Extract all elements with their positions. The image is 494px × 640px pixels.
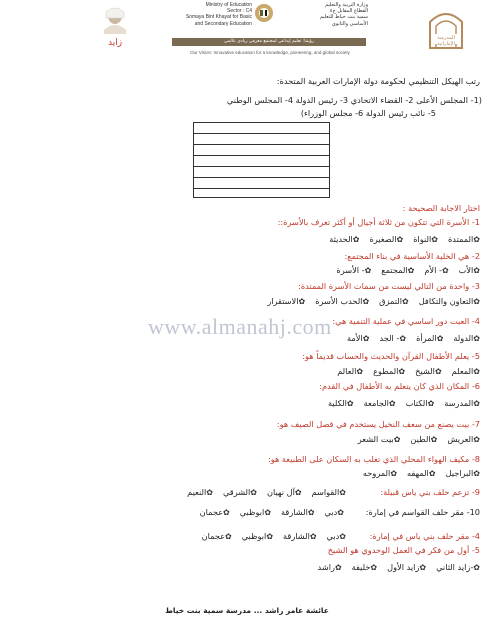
option-bullet-icon: ✿: [388, 399, 396, 408]
mcq-options: [326, 265, 480, 275]
option-bullet-icon: ✿: [298, 297, 306, 306]
option-bullet-icon: ✿: [264, 508, 272, 517]
mcq-question: 8- مكيف الهواء المحلي الذي تغلب به السكان على الطبيعة هو:: [268, 454, 480, 464]
vision-english: Our Vision: Innovative education for a knowledge, pioneering, and global society: [190, 50, 350, 55]
option-bullet-icon: ✿: [441, 266, 449, 275]
mcq-option-label: العالم: [337, 366, 357, 376]
mcq-option-label: التمزق: [379, 296, 403, 306]
mcq-option[interactable]: [281, 507, 315, 517]
mcq-option[interactable]: [352, 562, 377, 572]
mcq-option[interactable]: [424, 265, 448, 275]
mcq-question: 10- مقر حلف القواسم في إمارة:: [365, 507, 480, 517]
mcq-option[interactable]: [381, 265, 414, 275]
mcq-options: [192, 531, 346, 541]
mcq-option-label: الحديثة: [329, 234, 353, 244]
mcq-question: 6- المكان الذي كان يتعلم به الأطفال في القدم:: [319, 381, 480, 391]
mcq-option[interactable]: [337, 366, 363, 376]
option-bullet-icon: ✿: [473, 563, 480, 572]
option-bullet-icon: ✿: [473, 399, 480, 408]
mcq-option[interactable]: [364, 398, 396, 408]
ministry-english-text: Ministry of Education Sector : C4 Somaya Bint Khayat for Basic and Secondary Education: [185, 2, 252, 27]
mcq-option-label: الدولة: [453, 333, 474, 343]
mcq-option-label: دبي: [324, 507, 338, 517]
option-bullet-icon: ✿: [398, 367, 406, 376]
option-bullet-icon: ✿: [266, 532, 274, 541]
option-bullet-icon: ✿: [399, 334, 407, 343]
option-bullet-icon: ✿: [223, 508, 230, 517]
mcq-title: اختار الاجابة الصحيحة :: [402, 203, 480, 213]
mcq-option[interactable]: [187, 487, 213, 497]
option-bullet-icon: ✿: [473, 297, 480, 306]
mcq-option-label: -زايد الثاني: [436, 562, 474, 572]
mcq-option[interactable]: [369, 234, 403, 244]
mcq-option[interactable]: [436, 562, 480, 572]
option-bullet-icon: ✿: [362, 334, 370, 343]
mcq-options: [327, 366, 480, 376]
mcq-option-label: - الجد: [379, 333, 400, 343]
option-bullet-icon: ✿: [362, 297, 370, 306]
mcq-option[interactable]: [407, 468, 436, 478]
mcq-question: 2- هي الخلية الأساسية في بناء المجتمع:: [344, 251, 480, 261]
mcq-option-label: المهفه: [407, 468, 429, 478]
mcq-option-label: - الأسرة: [336, 265, 365, 275]
mcq-option[interactable]: [329, 234, 359, 244]
option-bullet-icon: ✿: [346, 399, 354, 408]
mcq-option-label: بيت الشعر: [357, 434, 394, 444]
option-bullet-icon: ✿: [473, 435, 480, 444]
mcq-option-label: الكلية: [328, 398, 347, 408]
mcq-option-label: الأب: [458, 265, 474, 275]
answer-grid: [193, 122, 330, 198]
mcq-option-label: الحدب الأسرة: [315, 296, 363, 306]
option-bullet-icon: ✿: [250, 488, 257, 497]
mcq-option[interactable]: [419, 296, 480, 306]
mcq-option-label: المجتمع: [381, 265, 408, 275]
option-bullet-icon: ✿: [334, 563, 342, 572]
mcq-options: [353, 468, 480, 478]
mcq-option-label: عجمان: [201, 531, 225, 541]
mcq-option-label: النواة: [413, 234, 432, 244]
order-question-options-2: 5- نائب رئيس الدولة 6- مجلس الوزراء): [300, 108, 436, 118]
mcq-option[interactable]: [325, 507, 344, 517]
svg-text:المدرسة: المدرسة: [437, 35, 455, 41]
emirati-school-logo: [426, 8, 466, 50]
mcq-option[interactable]: [373, 366, 405, 376]
mcq-option-label: الصغيرة: [369, 234, 397, 244]
mcq-option-label: دبي: [326, 531, 340, 541]
mcq-options: [177, 487, 346, 497]
mcq-option[interactable]: [223, 487, 257, 497]
option-bullet-icon: ✿: [431, 235, 438, 244]
mcq-option-label: الشرقي: [222, 487, 251, 497]
mcq-option[interactable]: [358, 434, 401, 444]
mcq-option-label: المروحه: [362, 468, 391, 478]
mcq-option[interactable]: [453, 333, 480, 343]
watermark: www.almanahj.com: [148, 314, 332, 339]
mcq-question: 3- واحدة من التالي ليست من سمات الأسرة الممتدة:: [298, 281, 480, 291]
mcq-options: [337, 333, 480, 343]
mcq-option[interactable]: [200, 507, 230, 517]
mcq-option-label: ابوظبي: [239, 507, 265, 517]
option-bullet-icon: ✿: [407, 266, 415, 275]
order-question-options-1: (1- المجلس الأعلى 2- القضاء الاتحادي 3- رئيس الدولة 4- المجلس الوطني: [226, 95, 482, 105]
mcq-option-label: آل نهيان: [267, 487, 295, 497]
option-bullet-icon: ✿: [402, 297, 409, 306]
mcq-option-label: - الأم: [424, 265, 442, 275]
mcq-question: 1- الأسرة التي تتكون من ثلاثة أجيال أو أكثر تعرف بالأسرة::: [277, 217, 480, 227]
mcq-option[interactable]: [413, 234, 438, 244]
mcq-option-label: النعيم: [187, 487, 207, 497]
option-bullet-icon: ✿: [364, 266, 372, 275]
option-bullet-icon: ✿: [339, 488, 346, 497]
mcq-option[interactable]: [415, 366, 442, 376]
mcq-option[interactable]: [315, 296, 369, 306]
option-bullet-icon: ✿: [436, 334, 444, 343]
mcq-option-label: خليفة: [351, 562, 371, 572]
mcq-option-label: الشيخ: [415, 366, 435, 376]
mcq-option[interactable]: [336, 265, 371, 275]
mcq-option-label: البراجيل: [445, 468, 474, 478]
mcq-option-label: العريش: [447, 434, 474, 444]
option-bullet-icon: ✿: [473, 469, 480, 478]
mcq-option[interactable]: [406, 398, 435, 408]
uae-leader-portrait-logo: [98, 4, 132, 48]
option-bullet-icon: ✿: [393, 435, 401, 444]
mcq-option-label: المطوع: [373, 366, 399, 376]
mcq-option-label: راشد: [317, 562, 335, 572]
mcq-option[interactable]: [267, 487, 302, 497]
mcq-options: [318, 398, 480, 408]
mcq-option[interactable]: [283, 531, 317, 541]
mcq-option-label: الأمة: [347, 333, 363, 343]
svg-text:زايد: زايد: [108, 38, 123, 48]
order-question-title: رتب الهيكل التنظيمي لحكومة دولة الإمارات العربية المتحدة:: [276, 76, 480, 86]
mcq-question: 5- أول من فكر في العمل الوحدوي هو الشيخ: [327, 545, 480, 555]
mcq-option-label: الشارقة: [283, 531, 310, 541]
mcq-option[interactable]: [444, 398, 480, 408]
ministry-arabic-text: وزارة التربية والتعليم القطاع المقابل ج٤ سمية بنت خياط للتعليم الأساسي والثانوي: [319, 2, 368, 27]
mcq-option[interactable]: [328, 398, 354, 408]
option-bullet-icon: ✿: [473, 334, 480, 343]
mcq-option[interactable]: [452, 366, 480, 376]
mcq-option-label: الشارقة: [281, 507, 308, 517]
mcq-question: 4- العبت دور اساسي في عملية التنمية هي:: [332, 316, 480, 326]
option-bullet-icon: ✿: [430, 435, 438, 444]
mcq-option-label: الكتاب: [405, 398, 428, 408]
mcq-option-label: عجمان: [199, 507, 223, 517]
mcq-options: [319, 234, 480, 244]
mcq-option[interactable]: [379, 296, 409, 306]
mcq-question: 7- بيت يصنع من سعف النخيل يستخدم في فصل الصيف هو:: [276, 419, 480, 429]
option-bullet-icon: ✿: [419, 563, 427, 572]
option-bullet-icon: ✿: [309, 532, 317, 541]
mcq-option[interactable]: [318, 562, 342, 572]
mcq-option-label: المدرسة: [444, 398, 474, 408]
mcq-option[interactable]: [240, 507, 271, 517]
mcq-option-label: الممتدة: [448, 234, 474, 244]
option-bullet-icon: ✿: [396, 235, 404, 244]
option-bullet-icon: ✿: [473, 367, 480, 376]
mcq-question: 9- تزعم حلف بني ياس قبيلة:: [380, 487, 480, 497]
mcq-option-label: التعاون والتكافل: [418, 296, 474, 306]
option-bullet-icon: ✿: [352, 235, 360, 244]
mcq-options: [348, 434, 480, 444]
option-bullet-icon: ✿: [307, 508, 315, 517]
option-bullet-icon: ✿: [294, 488, 302, 497]
page-header: [0, 0, 494, 64]
mcq-option-label: المرأة: [416, 333, 437, 343]
mcq-option[interactable]: [446, 468, 480, 478]
mcq-option[interactable]: [242, 531, 273, 541]
option-bullet-icon: ✿: [428, 469, 436, 478]
mcq-options: [308, 562, 480, 572]
mcq-option[interactable]: [267, 296, 305, 306]
mcq-option[interactable]: [416, 333, 443, 343]
mcq-options: [190, 507, 344, 517]
mcq-option[interactable]: [379, 333, 406, 343]
option-bullet-icon: ✿: [427, 399, 435, 408]
mcq-options: [257, 296, 480, 306]
mcq-question: 5- يعلم الأطفال القرآن والحديث والحساب قديماً هو:: [302, 351, 480, 361]
option-bullet-icon: ✿: [434, 367, 442, 376]
mcq-option-label: المعلم: [451, 366, 474, 376]
mcq-option-label: القواسم: [311, 487, 340, 497]
mcq-option[interactable]: [459, 265, 480, 275]
option-bullet-icon: ✿: [337, 508, 344, 517]
mcq-option-label: زايد الأول: [387, 562, 420, 572]
mcq-option[interactable]: [202, 531, 232, 541]
option-bullet-icon: ✿: [206, 488, 213, 497]
uae-emblem-icon: [253, 2, 275, 24]
mcq-question: 4- مقر حلف بني ياس في إمارة:: [369, 531, 480, 541]
mcq-option[interactable]: [347, 333, 369, 343]
option-bullet-icon: ✿: [225, 532, 232, 541]
mcq-option[interactable]: [327, 531, 346, 541]
option-bullet-icon: ✿: [356, 367, 364, 376]
mcq-option-label: الاستقرار: [267, 296, 299, 306]
vision-banner: رؤيتنا: تعليم إبداعي لمجتمع معرفي ريادي عالمي: [172, 38, 366, 46]
mcq-option[interactable]: [363, 468, 397, 478]
mcq-option[interactable]: [447, 434, 480, 444]
mcq-option[interactable]: [448, 234, 480, 244]
mcq-option-label: ابوظبي: [241, 531, 267, 541]
option-bullet-icon: ✿: [390, 469, 398, 478]
footer-text: عائشة عامر راشد ... مدرسة سمية بنت خياط: [165, 606, 329, 615]
mcq-option-label: الجامعة: [363, 398, 389, 408]
option-bullet-icon: ✿: [370, 563, 378, 572]
mcq-option-label: الطين: [410, 434, 431, 444]
mcq-option[interactable]: [312, 487, 346, 497]
svg-text:الإماراتية: الإماراتية: [437, 41, 455, 47]
mcq-option[interactable]: [410, 434, 437, 444]
option-bullet-icon: ✿: [339, 532, 346, 541]
mcq-option[interactable]: [387, 562, 426, 572]
option-bullet-icon: ✿: [473, 235, 480, 244]
option-bullet-icon: ✿: [473, 266, 480, 275]
